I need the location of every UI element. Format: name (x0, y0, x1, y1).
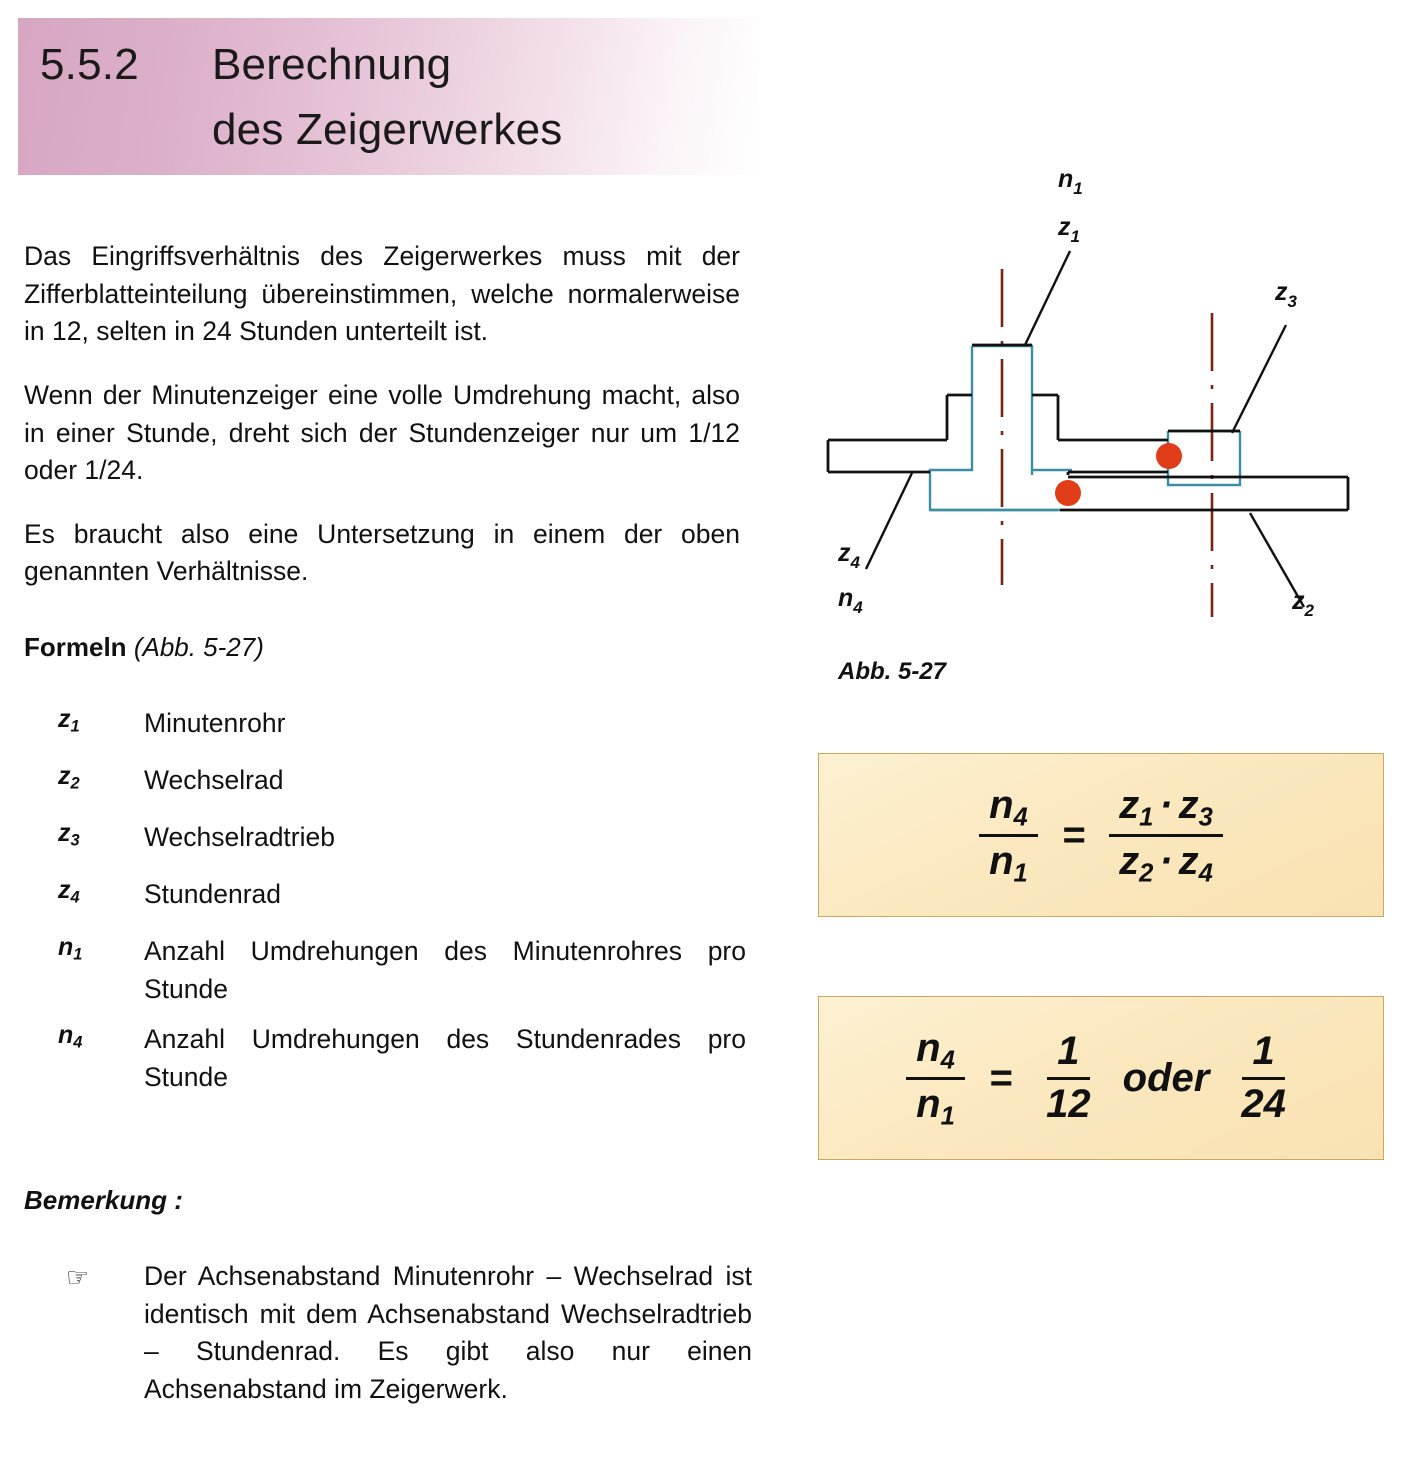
fraction-numerator: $n_4$ (979, 781, 1038, 837)
bemerkung-heading: Bemerkung : (24, 1185, 183, 1215)
leader-z3 (1232, 325, 1286, 433)
bemerkung-text: Der Achsenabstand Minutenrohr – Wechselrad ist identisch mit dem Achsenabstand Wechselradtrieb – Stundenrad. Es gibt also nur einen Achsenabstand im Zeigerwerk. (144, 1261, 752, 1404)
figure-labels (837, 165, 1315, 620)
formeln-heading (24, 632, 264, 663)
label-z4: $z_4$ (838, 539, 860, 572)
symbol-label: Wechselradtrieb (144, 822, 335, 852)
symbol-label: Minutenrohr (144, 708, 286, 738)
section-title-line2: des Zeigerwerkes (212, 105, 563, 155)
leader-z1 (1025, 251, 1070, 345)
label-z1: $z_1$ (1058, 213, 1080, 246)
paragraph-3: Es braucht also eine Untersetzung in einem der oben genannten Verhältnisse. (24, 518, 740, 587)
fraction-denominator: 12 (1046, 1081, 1091, 1126)
axis-centre-lines (1002, 269, 1212, 617)
label-n1: $n_1$ (1058, 165, 1083, 198)
symbol-key: $z_2$ (58, 762, 80, 793)
pointing-hand-icon: ☞ (66, 1262, 90, 1292)
formula-box-reduction-ratio (818, 996, 1384, 1160)
symbol-label: Wechselrad (144, 765, 284, 795)
figure-abb-5-27 (820, 155, 1392, 695)
equals-sign: = (1061, 812, 1086, 857)
mesh-dot-upper (1156, 443, 1182, 469)
label-z3: $z_3$ (1275, 278, 1297, 311)
symbol-label: Stundenrad (144, 879, 282, 909)
symbol-key: $n_1$ (58, 933, 83, 964)
mesh-points (1055, 443, 1182, 506)
fraction-numerator: $n_4$ (906, 1024, 965, 1080)
body-text-column (24, 238, 740, 591)
fraction-denominator: $n_1$ (916, 1081, 955, 1131)
section-header-band (18, 18, 758, 175)
list-item (24, 762, 754, 806)
leader-z4 (866, 473, 912, 569)
list-item (24, 933, 754, 1008)
fraction-one-twentyfourth (1231, 1027, 1296, 1128)
fraction-left (979, 781, 1038, 890)
symbol-key: $z_3$ (58, 819, 80, 850)
equation-1 (973, 781, 1229, 890)
fraction-numerator: 1 (1047, 1027, 1089, 1079)
fraction-numerator: 1 (1242, 1027, 1284, 1079)
paragraph-1: Das Eingriffsverhältnis des Zeigerwerkes muss mit der Zifferblatteinteilung übereinstimmen, welche normalerweise in 12, selten in 24 Stunden unterteilt ist. (24, 241, 740, 347)
symbol-key: $z_4$ (58, 876, 80, 907)
label-z2: $z_2$ (1292, 587, 1314, 620)
inner-hub-outline (930, 346, 1240, 510)
list-item (24, 705, 754, 749)
list-item (24, 819, 754, 863)
fraction-left (906, 1024, 965, 1133)
formula-box-gear-ratio (818, 753, 1384, 917)
oder-conjunction: oder (1122, 1055, 1210, 1100)
symbol-label: Anzahl Umdrehungen des Minutenrohres pro Stunde (144, 936, 746, 1004)
leader-lines (866, 251, 1304, 607)
bemerkung-body (24, 1258, 754, 1409)
fraction-one-twelfth (1036, 1027, 1101, 1128)
mesh-dot-lower (1055, 480, 1081, 506)
gear-train-cross-section-diagram (820, 155, 1392, 695)
formeln-heading-bold: Formeln (24, 632, 127, 662)
fraction-denominator: $n_1$ (989, 838, 1028, 888)
equation-2 (900, 1024, 1302, 1133)
section-number: 5.5.2 (40, 40, 139, 89)
fraction-right (1109, 781, 1223, 890)
formeln-heading-reference: (Abb. 5-27) (133, 632, 264, 662)
symbol-key: $z_1$ (58, 705, 80, 736)
fraction-numerator: $z_1 \cdot z_3$ (1109, 781, 1223, 837)
list-item (24, 1021, 754, 1096)
symbol-key: $n_4$ (58, 1021, 83, 1052)
list-item (24, 876, 754, 920)
section-title-line1: Berechnung (212, 40, 452, 89)
paragraph-2: Wenn der Minutenzeiger eine volle Umdrehung macht, also in einer Stunde, dreht sich der Stundenzeiger nur um 1/12 oder 1/24. (24, 379, 740, 486)
fraction-denominator: $z_2 \cdot z_4$ (1119, 838, 1213, 888)
figure-caption: Abb. 5-27 (838, 658, 947, 685)
fraction-denominator: 24 (1241, 1081, 1286, 1126)
symbol-definition-list (24, 705, 754, 1110)
symbol-label: Anzahl Umdrehungen des Stundenrades pro Stunde (144, 1024, 746, 1092)
section-header-line1 (40, 32, 740, 97)
label-n4: $n_4$ (838, 584, 863, 617)
section-header-text (40, 32, 740, 162)
equals-sign: = (988, 1055, 1013, 1100)
